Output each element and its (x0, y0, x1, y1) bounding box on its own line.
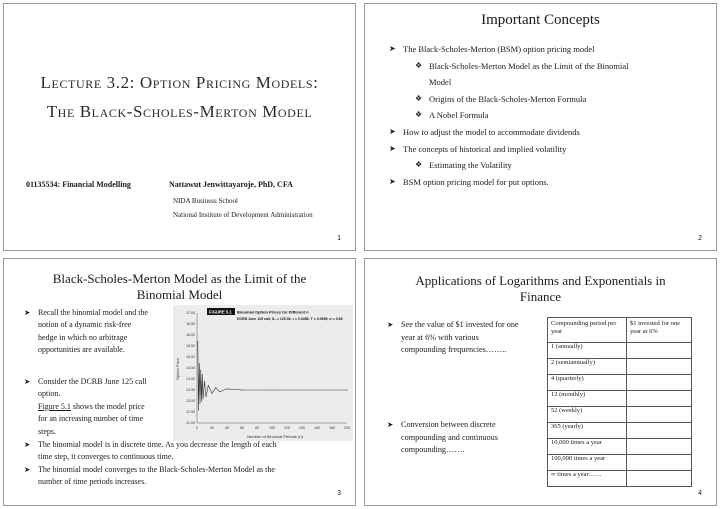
text-line: Recall the binomial model and the (38, 308, 148, 317)
bullet-value-invested (387, 319, 545, 357)
slide-3 (3, 258, 356, 506)
table-cell: 365 (yearly) (548, 423, 627, 439)
text-line: opportunities are available. (38, 345, 125, 355)
x-tick-label: 160 (314, 426, 320, 430)
list-item: Model (429, 77, 452, 88)
table-cell-empty (627, 359, 692, 375)
binomial-price-figure (173, 305, 353, 441)
arrow-bullet-icon: ➤ (24, 377, 31, 386)
arrow-bullet-icon: ➤ (389, 176, 396, 186)
table-cell: 2 (semiannually) (548, 359, 627, 375)
table-cell-empty (627, 455, 692, 471)
table-row (548, 375, 692, 391)
table-row (548, 439, 692, 455)
x-tick-label: 180 (329, 426, 335, 430)
y-tick-label: 16.00 (186, 333, 195, 338)
table-cell-empty (627, 343, 692, 359)
data-point (198, 409, 199, 410)
figure-label: FIGURE 5.1 (209, 309, 232, 315)
x-tick-label: 40 (225, 426, 229, 430)
list-item: ❖ Black-Scholes-Merton Model as the Limit of the Binomial (389, 58, 709, 75)
lecture-title-line1: Lecture 3.2: Option Pricing Models: (40, 73, 319, 92)
diamond-bullet-icon: ❖ (415, 93, 423, 103)
slide-title-line2: Binomial Model (136, 287, 223, 302)
x-tick-label: 0 (196, 426, 198, 430)
bullet-discrete-time (24, 439, 344, 464)
text-line: time step, it converges to continuous time. (38, 452, 174, 462)
diamond-bullet-icon: ❖ (415, 110, 423, 120)
page-number: 3 (337, 490, 341, 497)
data-point (200, 370, 201, 371)
text-line: for an increasing number of time (38, 414, 144, 424)
arrow-bullet-icon: ➤ (389, 143, 396, 153)
slide-title-line1: Applications of Logarithms and Exponentials in (415, 273, 666, 288)
table-row (548, 343, 692, 359)
data-point (242, 390, 243, 391)
y-tick-label: 13.00 (186, 399, 195, 404)
data-point (204, 381, 205, 382)
table-cell: 52 (weekly) (548, 407, 627, 423)
slide-title-line2: Finance (519, 289, 562, 304)
arrow-bullet-icon: ➤ (387, 420, 394, 429)
table-cell: 100,000 times a year (548, 455, 627, 471)
slide-4 (364, 258, 717, 506)
table-cell: 4 (quarterly) (548, 375, 627, 391)
text-line: hedge in which no arbitrage (38, 332, 128, 342)
data-point (199, 363, 200, 364)
arrow-bullet-icon: ➤ (389, 126, 396, 136)
table-header-cell: $1 invested for one year at 6% (627, 318, 692, 343)
course-code: 01135534: Financial Modelling (26, 180, 131, 189)
table-cell: 10,000 times a year (548, 439, 627, 455)
table-cell: ∞ times a year…… (548, 471, 627, 487)
x-tick-label: 60 (240, 426, 244, 430)
text-line: shows the model price (70, 401, 145, 411)
data-point (201, 401, 202, 402)
list-item: ➤ BSM option pricing model for put options. (389, 174, 709, 191)
data-point (215, 387, 216, 388)
table-row (548, 359, 692, 375)
binomial-price-chart (173, 305, 353, 441)
bullet-conversion (387, 419, 545, 457)
table-cell-empty (627, 439, 692, 455)
compounding-table (547, 317, 692, 487)
y-tick-label: 16.50 (186, 322, 195, 327)
data-point (219, 391, 220, 392)
text-line: year at 6% with various (401, 332, 479, 342)
data-point (197, 341, 198, 342)
page-number: 1 (337, 235, 341, 242)
slide-1 (3, 3, 356, 251)
figure-caption-line2: DCRB June 125 call; S₀ = 125.94, r = 0.0456, T = 0.0959, σ = 0.83 (237, 317, 343, 321)
x-tick-label: 140 (299, 426, 305, 430)
text-line: See the value of $1 invested for one (401, 320, 519, 329)
table-row (548, 455, 692, 471)
y-tick-label: 12.00 (186, 421, 195, 426)
table-cell-empty (627, 375, 692, 391)
figure-caption-line1: Binomial Option Prices for Different n (237, 309, 309, 315)
diamond-bullet-icon: ❖ (415, 60, 423, 70)
x-tick-label: 200 (344, 426, 350, 430)
y-axis-label: Option Price (175, 357, 180, 381)
y-tick-label: 15.00 (186, 355, 195, 360)
text-line: steps. (38, 426, 56, 436)
slide-title-line1: Black-Scholes-Merton Model as the Limit of the (52, 271, 307, 286)
text-line: number of time periods increases. (38, 477, 147, 487)
text-line: compounding……. (401, 445, 465, 455)
arrow-bullet-icon: ➤ (24, 308, 31, 317)
text-line: notion of a dynamic risk-free (38, 320, 132, 330)
arrow-bullet-icon: ➤ (24, 440, 31, 449)
y-tick-label: 12.50 (186, 410, 195, 415)
page-number: 4 (698, 490, 702, 497)
table-cell-empty (627, 471, 692, 487)
table-header-cell: Compounding period per year (548, 318, 627, 343)
x-tick-label: 120 (284, 426, 290, 430)
slide-title (365, 273, 716, 305)
diamond-bullet-icon: ❖ (415, 160, 423, 170)
text-line: The binomial model is in discrete time. As you decrease the length of each (38, 440, 277, 449)
arrow-bullet-icon: ➤ (24, 465, 31, 474)
concept-list (389, 41, 709, 190)
y-tick-label: 14.50 (186, 366, 195, 371)
x-axis-label: Number of Binomial Periods (n) (247, 434, 303, 439)
arrow-bullet-icon: ➤ (387, 320, 394, 329)
slide-2 (364, 3, 717, 251)
list-item: ➤ The concepts of historical and implied volatility (389, 141, 709, 158)
y-tick-label: 14.00 (186, 377, 195, 382)
text-line: compounding frequencies…….. (401, 345, 507, 355)
data-point (202, 374, 203, 375)
table-header-row (548, 318, 692, 343)
data-point (206, 396, 207, 397)
institute-name: National Institute of Development Administration (173, 211, 313, 219)
y-tick-label: 15.50 (186, 344, 195, 349)
x-tick-label: 100 (269, 426, 275, 430)
table-cell: 12 (monthly) (548, 391, 627, 407)
table-row (548, 391, 692, 407)
slide-title: Important Concepts (481, 12, 600, 28)
list-item: ➤ The Black-Scholes-Merton (BSM) option pricing model (389, 41, 709, 58)
list-item: ❖ Origins of the Black-Scholes-Merton Formula (389, 91, 709, 108)
table-cell-empty (627, 391, 692, 407)
bullet-binomial-recall (24, 307, 172, 357)
text-line: The binomial model converges to the Black-Scholes-Merton Model as the (38, 465, 275, 474)
data-point (227, 388, 228, 389)
data-point (212, 393, 213, 394)
table-cell-empty (627, 407, 692, 423)
table-cell: 1 (annually) (548, 343, 627, 359)
figure-link[interactable]: Figure 5.1 (38, 401, 71, 411)
school-name: NIDA Business School (173, 197, 238, 205)
text-line: Consider the DCRB June 125 call (38, 377, 147, 386)
table-row (548, 423, 692, 439)
page-number: 2 (698, 235, 702, 242)
author-name: Nattawut Jenwittayaroje, PhD, CFA (169, 180, 293, 189)
data-point (347, 390, 348, 391)
x-tick-label: 80 (255, 426, 259, 430)
x-tick-label: 20 (210, 426, 214, 430)
table-row (548, 407, 692, 423)
table-cell-empty (627, 423, 692, 439)
slide-title (4, 271, 355, 303)
lecture-title (4, 68, 355, 126)
table-row (548, 471, 692, 487)
data-point (272, 390, 273, 391)
list-item: ➤ How to adjust the model to accommodate dividends (389, 124, 709, 141)
y-tick-label: 17.00 (186, 311, 195, 316)
list-item: ❖ Estimating the Volatility (389, 157, 709, 174)
data-point (203, 398, 204, 399)
text-line: compounding and continuous (401, 432, 498, 442)
data-point (208, 385, 209, 386)
data-point (200, 403, 201, 404)
bullet-convergence (24, 464, 344, 489)
text-line: option. (38, 389, 61, 399)
lecture-title-line2: The Black-Scholes-Merton Model (46, 102, 313, 121)
y-tick-label: 13.50 (186, 388, 195, 393)
text-line: Conversion between discrete (401, 420, 496, 429)
list-item: ❖ A Nobel Formula (389, 107, 709, 124)
arrow-bullet-icon: ➤ (389, 44, 396, 53)
bullet-dcrb-call (24, 376, 172, 438)
